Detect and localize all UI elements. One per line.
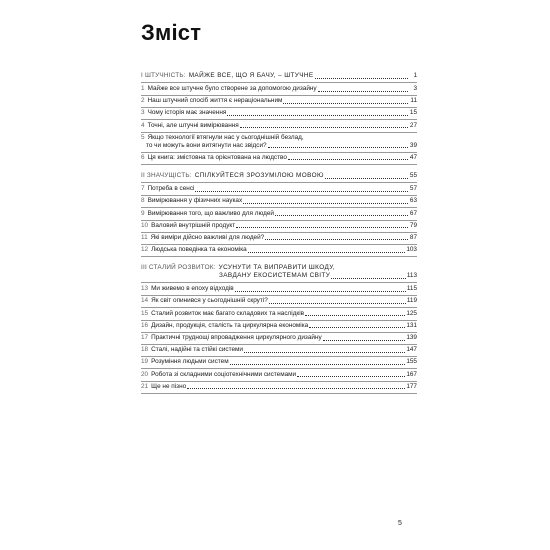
chapter-title: Як світ опинився у сьогоднішній скруті?: [151, 297, 268, 305]
chapter-title: Які виміри дійсно важливі для людей?: [150, 233, 265, 241]
part-label: III СТАЛИЙ РОЗВИТОК:: [141, 264, 216, 272]
chapter-number: 2: [141, 97, 145, 105]
dot-leader: [236, 226, 408, 228]
toc-chapter-entry: [141, 358, 417, 370]
toc-chapter-row: [141, 222, 417, 230]
dot-leader: [187, 387, 405, 389]
entry-divider: [141, 119, 417, 120]
toc-continuation-row: [141, 142, 417, 150]
dot-leader: [269, 302, 406, 304]
dot-leader: [268, 146, 408, 148]
page-ref: 1: [413, 72, 417, 79]
dot-leader: [325, 177, 408, 179]
dot-leader: [275, 214, 408, 216]
chapter-number: 4: [141, 121, 145, 129]
entry-divider: [141, 344, 417, 345]
chapter-number: 19: [141, 358, 149, 366]
toc-chapter-entry: [141, 346, 417, 358]
table-of-contents: [141, 72, 417, 395]
page-ref: 139: [406, 334, 417, 341]
page-ref: 131: [406, 321, 417, 329]
toc-chapter-row: [141, 122, 417, 130]
toc-chapter-row: [141, 210, 417, 218]
dot-leader: [323, 339, 406, 341]
page-ref: 115: [406, 285, 417, 293]
toc-chapter-entry: [141, 285, 417, 297]
dot-leader: [315, 77, 408, 79]
toc-chapter-row: [141, 322, 417, 330]
part-title: УСУНУТИ ТА ВИПРАВИТИ ШКОДУ,: [218, 264, 336, 272]
entry-divider: [141, 307, 417, 308]
chapter-number: 10: [141, 221, 149, 229]
toc-chapter-entry: [141, 85, 417, 97]
chapter-number: 7: [141, 185, 145, 193]
chapter-title: Потреба в сенсі: [147, 185, 195, 193]
toc-part-entry: [141, 172, 417, 185]
chapter-title: Дизайн, продукція, сталість та циркулярна економіка: [151, 321, 309, 329]
chapter-title: Чому історія має значення: [147, 109, 227, 117]
chapter-title: Майже все штучне було створене за допомогою дизайну: [147, 85, 317, 92]
chapter-number: 18: [141, 346, 149, 354]
dot-leader: [195, 190, 408, 192]
chapter-title: Практичні труднощі впровадження циркулярного дизайну: [151, 334, 322, 341]
toc-chapter-row: [141, 97, 417, 105]
chapter-title: Людська поведінка та економіка: [151, 246, 247, 254]
chapter-title: Ця книга: змістовна та орієнтована на людство: [147, 153, 287, 161]
chapter-title: Наш штучний спосіб життя є нераціональним: [147, 97, 283, 105]
chapter-title: Ще не пізно: [151, 382, 187, 390]
toc-chapter-row: [141, 358, 417, 366]
entry-divider: [141, 332, 417, 333]
toc-chapter-entry: [141, 154, 417, 166]
page-ref: 177: [406, 382, 417, 390]
dot-leader: [288, 158, 408, 160]
toc-part-row: [141, 264, 417, 272]
entry-divider: [141, 220, 417, 221]
page-ref: 87: [409, 233, 417, 241]
entry-divider: [141, 182, 417, 183]
chapter-title: Робота зі складними соціотехнічними системами: [151, 370, 297, 378]
chapter-number: 13: [141, 285, 149, 293]
toc-chapter-entry: [141, 134, 417, 154]
entry-divider: [141, 232, 417, 233]
toc-chapter-entry: [141, 185, 417, 197]
entry-divider: [141, 195, 417, 196]
toc-chapter-entry: [141, 109, 417, 121]
toc-chapter-row: [141, 246, 417, 254]
entry-divider: [141, 393, 417, 394]
chapter-number: 20: [141, 370, 149, 378]
page-ref: 3: [413, 85, 417, 92]
toc-chapter-entry: [141, 322, 417, 334]
toc-chapter-row: [141, 310, 417, 318]
dot-leader: [283, 102, 408, 104]
entry-divider: [141, 256, 417, 257]
chapter-number: 3: [141, 109, 145, 117]
dot-leader: [227, 114, 408, 116]
page-ref: 113: [406, 272, 417, 280]
chapter-title: Якщо технології втягнули нас у сьогоднішній безлад,: [147, 133, 304, 141]
title-continuation: то чи можуть вони витягнути нас звідси?: [146, 141, 267, 149]
dot-leader: [243, 202, 408, 204]
toc-chapter-row: [141, 185, 417, 193]
chapter-title: Ми живемо в епоху відходів: [151, 285, 234, 293]
chapter-title: Сталий розвиток має багато складових та наслідків: [151, 309, 305, 317]
page-ref: 147: [406, 346, 417, 354]
chapter-number: 11: [141, 233, 148, 241]
toc-chapter-entry: [141, 334, 417, 346]
chapter-number: 15: [141, 309, 149, 317]
dot-leader: [235, 290, 406, 292]
toc-chapter-row: [141, 383, 417, 391]
page-ref: 167: [406, 370, 417, 378]
toc-chapter-row: [141, 297, 417, 305]
chapter-title: Сталі, надійні та стійкі системи: [151, 346, 243, 354]
dot-leader: [265, 238, 408, 240]
part-label: I ШТУЧНІСТЬ:: [141, 72, 186, 79]
title-continuation: ЗАВДАНУ ЕКОСИСТЕМАМ СВІТУ: [219, 272, 331, 280]
toc-chapter-entry: [141, 222, 417, 234]
part-title: СПІЛКУЙТЕСЯ ЗРОЗУМІЛОЮ МОВОЮ: [194, 172, 324, 180]
entry-divider: [141, 320, 417, 321]
toc-chapter-entry: [141, 122, 417, 134]
part-label: II ЗНАЧУЩІСТЬ:: [141, 172, 192, 180]
dot-leader: [309, 326, 405, 328]
entry-divider: [141, 132, 417, 133]
toc-chapter-entry: [141, 310, 417, 322]
part-title: МАЙЖЕ ВСЕ, ЩО Я БАЧУ, – ШТУЧНЕ: [188, 72, 314, 79]
toc-chapter-row: [141, 154, 417, 162]
dot-leader: [230, 363, 406, 365]
chapter-number: 9: [141, 209, 145, 217]
page-title: Зміст: [141, 20, 202, 45]
chapter-number: 16: [141, 321, 149, 329]
entry-divider: [141, 207, 417, 208]
toc-part-entry: [141, 264, 417, 285]
dot-leader: [244, 351, 405, 353]
entry-divider: [141, 381, 417, 382]
page-ref: 103: [406, 246, 417, 254]
chapter-number: 17: [141, 334, 149, 341]
chapter-title: Розуміння людьми систем: [151, 358, 229, 366]
toc-chapter-entry: [141, 371, 417, 383]
toc-chapter-row: [141, 334, 417, 342]
toc-chapter-entry: [141, 246, 417, 258]
toc-part-entry: [141, 72, 417, 85]
page-ref: 47: [409, 153, 417, 161]
chapter-title: Вимірювання того, що важливо для людей: [147, 209, 274, 217]
toc-chapter-row: [141, 197, 417, 205]
chapter-number: 8: [141, 197, 145, 205]
toc-chapter-row: [141, 285, 417, 293]
toc-part-row: [141, 172, 417, 180]
toc-chapter-entry: [141, 234, 417, 246]
page-ref: 15: [409, 109, 417, 117]
entry-divider: [141, 164, 417, 165]
dot-leader: [240, 126, 408, 128]
dot-leader: [248, 251, 406, 253]
chapter-title: Валовий внутрішній продукт: [151, 221, 236, 229]
entry-divider: [141, 244, 417, 245]
chapter-number: 14: [141, 297, 149, 305]
toc-chapter-entry: [141, 197, 417, 209]
chapter-title: Вимірювання у фізичних науках: [147, 197, 243, 205]
dot-leader: [318, 90, 408, 92]
chapter-number: 5: [141, 133, 145, 141]
toc-chapter-entry: [141, 210, 417, 222]
toc-chapter-entry: [141, 297, 417, 309]
page-ref: 79: [409, 221, 417, 229]
toc-chapter-row: [141, 85, 417, 93]
toc-chapter-row: [141, 371, 417, 379]
entry-divider: [141, 368, 417, 369]
page-ref: 39: [409, 141, 417, 149]
dot-leader: [305, 314, 405, 316]
page-ref: 57: [409, 185, 417, 193]
page-ref: 11: [410, 97, 417, 105]
toc-chapter-row: [141, 134, 417, 142]
toc-chapter-row: [141, 234, 417, 242]
page-ref: 63: [409, 197, 417, 205]
chapter-number: 6: [141, 153, 145, 161]
entry-divider: [141, 82, 417, 83]
dot-leader: [331, 277, 406, 279]
dot-leader: [297, 375, 405, 377]
page-ref: 155: [406, 358, 417, 366]
toc-chapter-entry: [141, 97, 417, 109]
chapter-title: Точні, але штучні вимірювання: [147, 121, 239, 129]
chapter-number: 21: [141, 382, 149, 390]
toc-chapter-entry: [141, 383, 417, 395]
page-ref: 55: [409, 172, 417, 180]
page-number: 5: [398, 520, 402, 527]
chapter-number: 12: [141, 246, 149, 254]
entry-divider: [141, 95, 417, 96]
page-ref: 125: [406, 309, 417, 317]
toc-part-row: [141, 72, 417, 80]
toc-chapter-row: [141, 109, 417, 117]
toc-continuation-row: [141, 272, 417, 280]
chapter-number: 1: [141, 85, 145, 92]
page-ref: 27: [409, 121, 417, 129]
page-ref: 67: [409, 209, 417, 217]
entry-divider: [141, 282, 417, 283]
entry-divider: [141, 152, 417, 153]
page-ref: 119: [406, 297, 417, 305]
toc-chapter-row: [141, 346, 417, 354]
